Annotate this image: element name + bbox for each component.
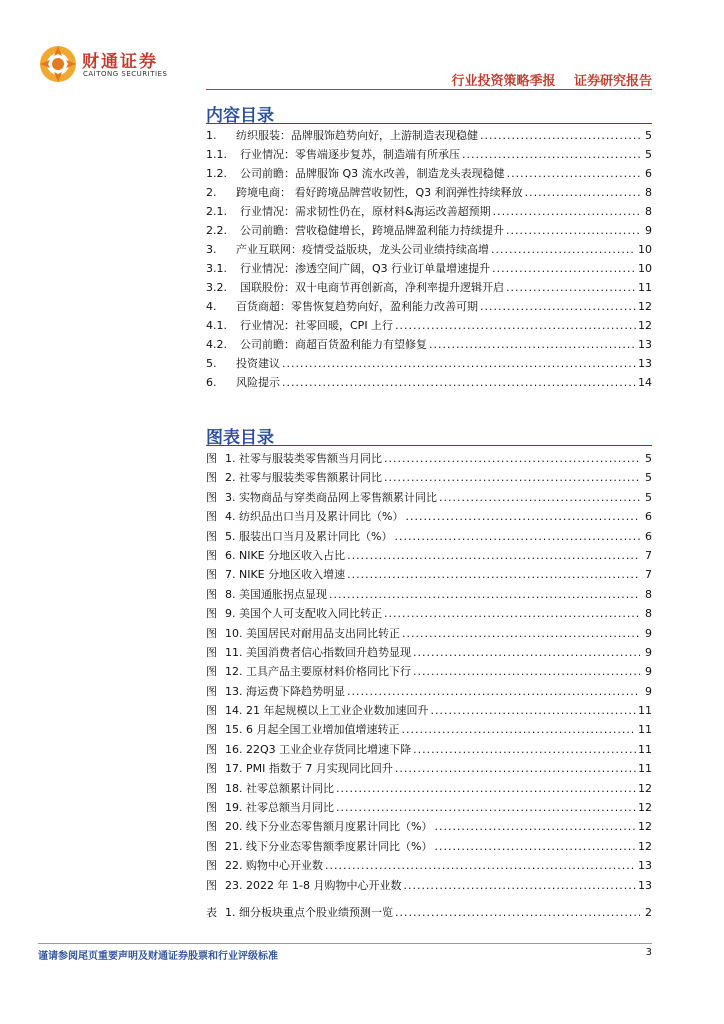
- entry-number: 1.: [206, 129, 217, 142]
- entry-leader: [491, 240, 636, 259]
- entry-leader: [480, 126, 640, 145]
- entry-leader: [429, 335, 636, 354]
- entry-title: 2. 社零与服装类零售额累计同比: [225, 471, 382, 485]
- footer-divider: [38, 943, 652, 944]
- entry-leader: [336, 779, 636, 798]
- figure-entry[interactable]: [206, 779, 652, 798]
- caitong-logo-icon: [38, 44, 78, 84]
- entry-page: 12: [638, 781, 652, 795]
- entry-page: 11: [638, 742, 652, 756]
- entry-page: 12: [638, 801, 652, 815]
- entry-leader: [394, 527, 640, 546]
- entry-leader: [395, 316, 636, 335]
- toc-heading-rule: [206, 123, 652, 124]
- entry-page: 9: [645, 665, 652, 679]
- entry-page: 14: [638, 376, 652, 389]
- tables-list: [206, 903, 652, 922]
- report-header: [451, 70, 652, 89]
- entry-page: 13: [638, 878, 652, 892]
- entry-title: 公司前瞻：营收稳健增长，跨境品牌盈利能力持续提升: [240, 224, 504, 237]
- figure-entry[interactable]: [206, 585, 652, 604]
- entry-title: 6. NIKE 分地区收入占比: [225, 548, 346, 562]
- figure-entry[interactable]: [206, 720, 652, 739]
- entry-page: 12: [638, 820, 652, 834]
- entry-title: 8. 美国通胀拐点显现: [225, 587, 327, 601]
- entry-page: 6: [645, 529, 652, 543]
- toc-entry[interactable]: [206, 183, 652, 202]
- entry-leader: [384, 449, 640, 468]
- toc-entry[interactable]: [206, 354, 652, 373]
- toc-entry[interactable]: [206, 145, 652, 164]
- entry-number: 4.2.: [206, 338, 227, 351]
- figure-entry[interactable]: [206, 643, 652, 662]
- entry-page: 12: [638, 839, 652, 853]
- entry-page: 6: [645, 167, 652, 180]
- entry-title: 产业互联网：疫情受益版块，龙头公司业绩持续高增: [236, 243, 489, 256]
- entry-number: 图: [206, 665, 217, 679]
- entry-leader: [434, 837, 636, 856]
- entry-page: 11: [638, 281, 652, 294]
- entry-title: 5. 服装出口当月及累计同比（%）: [225, 529, 393, 543]
- entry-number: 图: [206, 878, 217, 892]
- entry-leader: [403, 876, 636, 895]
- entry-page: 5: [645, 452, 652, 465]
- entry-title: 1. 细分板块重点个股业绩预测一览: [225, 906, 393, 919]
- entry-number: 2.: [206, 186, 217, 199]
- figure-entry[interactable]: [206, 662, 652, 681]
- figure-entry[interactable]: [206, 856, 652, 875]
- figure-entry[interactable]: [206, 488, 652, 507]
- caitong-logo: [38, 44, 178, 84]
- entry-page: 10: [638, 262, 652, 275]
- figure-entry[interactable]: [206, 701, 652, 720]
- entry-page: 9: [645, 626, 652, 640]
- entry-page: 2: [645, 906, 652, 919]
- entry-title: 纺织服装：品牌服饰趋势向好，上游制造表现稳健: [236, 129, 478, 142]
- entry-number: 2.2.: [206, 224, 227, 237]
- entry-number: 图: [206, 704, 217, 718]
- entry-title: 4. 纺织品出口当月及累计同比（%）: [225, 510, 404, 524]
- entry-page: 13: [638, 338, 652, 351]
- entry-leader: [462, 145, 640, 164]
- toc-heading: 内容目录: [206, 106, 274, 126]
- entry-page: 11: [638, 704, 652, 718]
- entry-number: 2.1.: [206, 205, 227, 218]
- entry-title: 跨境电商： 看好跨境品牌营收韧性，Q3 利润弹性持续释放: [236, 186, 523, 199]
- entry-leader: [329, 585, 640, 604]
- figure-entry[interactable]: [206, 817, 652, 836]
- entry-number: 3.2.: [206, 281, 227, 294]
- page-number: 3: [645, 947, 652, 958]
- entry-number: 图: [206, 684, 217, 698]
- figure-entry[interactable]: [206, 527, 652, 546]
- entry-page: 6: [645, 510, 652, 524]
- entry-title: 15. 6 月起全国工业增加值增速转正: [225, 723, 400, 737]
- toc-list: [206, 126, 652, 392]
- entry-leader: [405, 507, 640, 526]
- header-divider: [206, 89, 652, 90]
- entry-number: 图: [206, 587, 217, 601]
- entry-leader: [347, 565, 640, 584]
- entry-page: 12: [638, 319, 652, 332]
- figure-entry[interactable]: [206, 468, 652, 487]
- figure-entry[interactable]: [206, 876, 652, 895]
- table-entry[interactable]: [206, 903, 652, 922]
- entry-page: 5: [645, 471, 652, 485]
- entry-leader: [384, 604, 640, 623]
- entry-title: 22. 购物中心开业数: [225, 859, 323, 873]
- entry-number: 图: [206, 820, 217, 834]
- entry-title: 1. 社零与服装类零售额当月同比: [225, 452, 382, 465]
- entry-number: 3.1.: [206, 262, 227, 275]
- figure-entry[interactable]: [206, 449, 652, 468]
- entry-page: 5: [645, 148, 652, 161]
- entry-title: 行业情况：渗透空间广阔，Q3 行业订单量增速提升: [240, 262, 491, 275]
- entry-page: 7: [645, 548, 652, 562]
- entry-title: 9. 美国个人可支配收入同比转正: [225, 607, 382, 621]
- entry-title: 7. NIKE 分地区收入增速: [225, 568, 346, 582]
- entry-title: 行业情况：需求韧性仍在，原材料&海运改善超预期: [240, 205, 491, 218]
- report-type: 行业投资策略季报: [451, 74, 556, 89]
- entry-leader: [492, 259, 636, 278]
- entry-title: 20. 线下分业态零售额月度累计同比（%）: [225, 820, 433, 834]
- entry-page: 9: [645, 224, 652, 237]
- entry-number: 1.2.: [206, 167, 227, 180]
- figure-entry[interactable]: [206, 546, 652, 565]
- entry-page: 11: [638, 723, 652, 737]
- entry-title: 行业情况：零售端逐步复苏，制造端有所承压: [240, 148, 460, 161]
- entry-leader: [506, 278, 636, 297]
- entry-leader: [282, 373, 636, 392]
- entry-title: 10. 美国居民对耐用品支出同比转正: [225, 626, 400, 640]
- entry-page: 12: [638, 300, 652, 313]
- entry-page: 5: [645, 129, 652, 142]
- toc-entry[interactable]: [206, 278, 652, 297]
- figure-entry[interactable]: [206, 565, 652, 584]
- entry-number: 1.1.: [206, 148, 227, 161]
- entry-page: 9: [645, 684, 652, 698]
- entry-title: 公司前瞻：商超百货盈利能力有望修复: [240, 338, 427, 351]
- entry-leader: [336, 798, 636, 817]
- figure-entry[interactable]: [206, 740, 652, 759]
- figures-heading-rule: [206, 445, 652, 446]
- entry-number: 图: [206, 452, 217, 465]
- entry-leader: [434, 817, 636, 836]
- toc-entry[interactable]: [206, 297, 652, 316]
- figures-list: [206, 449, 652, 895]
- figure-entry[interactable]: [206, 798, 652, 817]
- entry-number: 图: [206, 781, 217, 795]
- entry-page: 8: [645, 587, 652, 601]
- toc-entry[interactable]: [206, 240, 652, 259]
- entry-title: 19. 社零总额当月同比: [225, 801, 334, 815]
- entry-number: 图: [206, 839, 217, 853]
- brand-name-en: CAITONG SECURITIES: [83, 70, 168, 78]
- figure-entry[interactable]: [206, 624, 652, 643]
- entry-title: 公司前瞻：品牌服饰 Q3 流水改善，制造龙头表现稳健: [240, 167, 505, 180]
- entry-leader: [395, 759, 636, 778]
- entry-title: 投资建议: [236, 357, 280, 370]
- entry-page: 8: [645, 186, 652, 199]
- entry-number: 图: [206, 801, 217, 815]
- entry-leader: [493, 202, 640, 221]
- figures-heading: 图表目录: [206, 428, 274, 448]
- entry-title: 12. 工具产品主要原材料价格同比下行: [225, 665, 411, 679]
- entry-leader: [430, 701, 636, 720]
- entry-number: 图: [206, 548, 217, 562]
- toc-entry[interactable]: [206, 126, 652, 145]
- entry-title: 3. 实物商品与穿类商品网上零售额累计同比: [225, 490, 437, 504]
- entry-title: 国联股份：双十电商节再创新高，净利率提升逻辑开启: [240, 281, 504, 294]
- entry-leader: [413, 643, 640, 662]
- entry-title: 16. 22Q3 工业企业存货同比增速下降: [225, 742, 412, 756]
- entry-leader: [325, 856, 636, 875]
- entry-leader: [480, 297, 636, 316]
- entry-number: 图: [206, 626, 217, 640]
- entry-title: 11. 美国消费者信心指数回升趋势显现: [225, 645, 411, 659]
- entry-leader: [525, 183, 640, 202]
- figure-entry[interactable]: [206, 837, 652, 856]
- entry-title: 18. 社零总额累计同比: [225, 781, 334, 795]
- entry-number: 6.: [206, 376, 217, 389]
- entry-title: 百货商超：零售恢复趋势向好，盈利能力改善可期: [236, 300, 478, 313]
- toc-entry[interactable]: [206, 316, 652, 335]
- entry-number: 图: [206, 568, 217, 582]
- entry-page: 5: [645, 490, 652, 504]
- entry-page: 9: [645, 645, 652, 659]
- toc-entry[interactable]: [206, 259, 652, 278]
- entry-leader: [413, 662, 640, 681]
- entry-title: 14. 21 年起规模以上工业企业数加速回升: [225, 704, 429, 718]
- footer-disclaimer: 谨请参阅尾页重要声明及财通证券股票和行业评级标准: [38, 951, 278, 962]
- toc-entry[interactable]: [206, 164, 652, 183]
- figure-entry[interactable]: [206, 604, 652, 623]
- entry-number: 图: [206, 607, 217, 621]
- entry-title: 行业情况：社零回暖，CPI 上行: [240, 319, 394, 332]
- figure-entry[interactable]: [206, 507, 652, 526]
- entry-leader: [439, 488, 640, 507]
- entry-leader: [282, 354, 636, 373]
- entry-number: 图: [206, 529, 217, 543]
- entry-leader: [506, 221, 640, 240]
- entry-number: 5.: [206, 357, 217, 370]
- entry-page: 10: [638, 243, 652, 256]
- entry-number: 图: [206, 510, 217, 524]
- entry-title: 13. 海运费下降趋势明显: [225, 684, 345, 698]
- entry-number: 图: [206, 645, 217, 659]
- entry-leader: [384, 468, 640, 487]
- toc-entry[interactable]: [206, 373, 652, 392]
- report-kind: 证券研究报告: [573, 74, 652, 89]
- entry-title: 风险提示: [236, 376, 280, 389]
- entry-number: 图: [206, 471, 217, 485]
- entry-number: 图: [206, 859, 217, 873]
- brand-name-cn: 财通证券: [82, 52, 158, 72]
- entry-leader: [413, 740, 636, 759]
- entry-page: 13: [638, 859, 652, 873]
- entry-number: 图: [206, 723, 217, 737]
- entry-number: 3.: [206, 243, 217, 256]
- entry-leader: [347, 546, 640, 565]
- toc-entry[interactable]: [206, 335, 652, 354]
- entry-number: 图: [206, 490, 217, 504]
- figure-entry[interactable]: [206, 759, 652, 778]
- entry-page: 11: [638, 762, 652, 776]
- entry-number: 图: [206, 762, 217, 776]
- entry-title: 21. 线下分业态零售额季度累计同比（%）: [225, 839, 433, 853]
- entry-leader: [507, 164, 640, 183]
- entry-page: 8: [645, 607, 652, 621]
- entry-page: 13: [638, 357, 652, 370]
- entry-title: 17. PMI 指数于 7 月实现同比回升: [225, 762, 393, 776]
- entry-leader: [402, 624, 640, 643]
- toc-entry[interactable]: [206, 202, 652, 221]
- entry-number: 4.1.: [206, 319, 227, 332]
- entry-leader: [347, 682, 640, 701]
- entry-page: 8: [645, 205, 652, 218]
- entry-page: 7: [645, 568, 652, 582]
- toc-entry[interactable]: [206, 221, 652, 240]
- entry-number: 表: [206, 906, 217, 919]
- figure-entry[interactable]: [206, 682, 652, 701]
- entry-number: 4.: [206, 300, 217, 313]
- entry-leader: [401, 720, 636, 739]
- entry-title: 23. 2022 年 1-8 月购物中心开业数: [225, 878, 402, 892]
- entry-leader: [395, 903, 640, 922]
- entry-number: 图: [206, 742, 217, 756]
